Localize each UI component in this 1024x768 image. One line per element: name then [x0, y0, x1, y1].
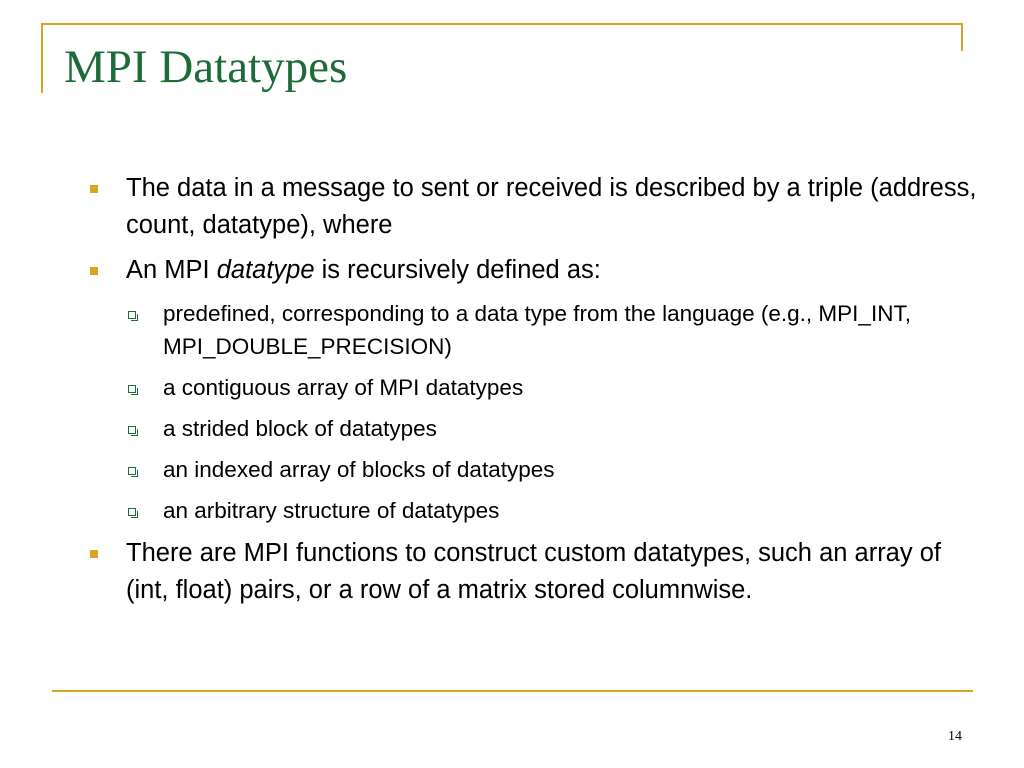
- sub-bullet-text: a strided block of datatypes: [163, 416, 437, 441]
- hollow-square-bullet-icon: [128, 385, 136, 393]
- hollow-square-bullet-icon: [128, 426, 136, 434]
- page-number: 14: [948, 729, 962, 744]
- hollow-square-bullet-icon: [128, 311, 136, 319]
- bullet-list: [88, 170, 978, 617]
- bullet-text-suffix: is recursively defined as:: [314, 256, 601, 284]
- slide-title: MPI Datatypes: [64, 41, 348, 93]
- bullet-text: The data in a message to sent or received is described by a triple (address, count, datatype), where: [126, 174, 977, 239]
- sub-bullet-item-predefined: [88, 297, 978, 363]
- sub-bullet-item-strided: [88, 412, 978, 445]
- bullet-text-prefix: An MPI: [126, 256, 217, 284]
- sub-bullet-text: a contiguous array of MPI datatypes: [163, 375, 524, 400]
- sub-bullet-text: predefined, corresponding to a data type from the language (e.g., MPI_INT, MPI_DOUBLE_PRECISION): [163, 301, 911, 359]
- frame-top-border: [41, 23, 963, 25]
- square-bullet-icon: [90, 550, 98, 558]
- footer-divider: [52, 690, 973, 692]
- square-bullet-icon: [90, 267, 98, 275]
- sub-bullet-text: an arbitrary structure of datatypes: [163, 498, 500, 523]
- bullet-item-recursive-definition: [88, 252, 978, 289]
- bullet-item-triple: [88, 170, 978, 244]
- bullet-text-emphasis: datatype: [216, 256, 315, 284]
- bullet-item-custom-datatypes: [88, 535, 978, 609]
- frame-left-border: [41, 23, 43, 93]
- sub-bullet-item-contiguous: [88, 371, 978, 404]
- sub-bullet-item-indexed: [88, 453, 978, 486]
- sub-bullet-item-structure: [88, 494, 978, 527]
- sub-bullet-list: [88, 297, 978, 527]
- frame-right-border: [961, 23, 963, 51]
- hollow-square-bullet-icon: [128, 467, 136, 475]
- square-bullet-icon: [90, 185, 98, 193]
- hollow-square-bullet-icon: [128, 508, 136, 516]
- bullet-text: There are MPI functions to construct custom datatypes, such an array of (int, float) pairs, or a row of a matrix stored columnwise.: [126, 539, 941, 604]
- sub-bullet-text: an indexed array of blocks of datatypes: [163, 457, 555, 482]
